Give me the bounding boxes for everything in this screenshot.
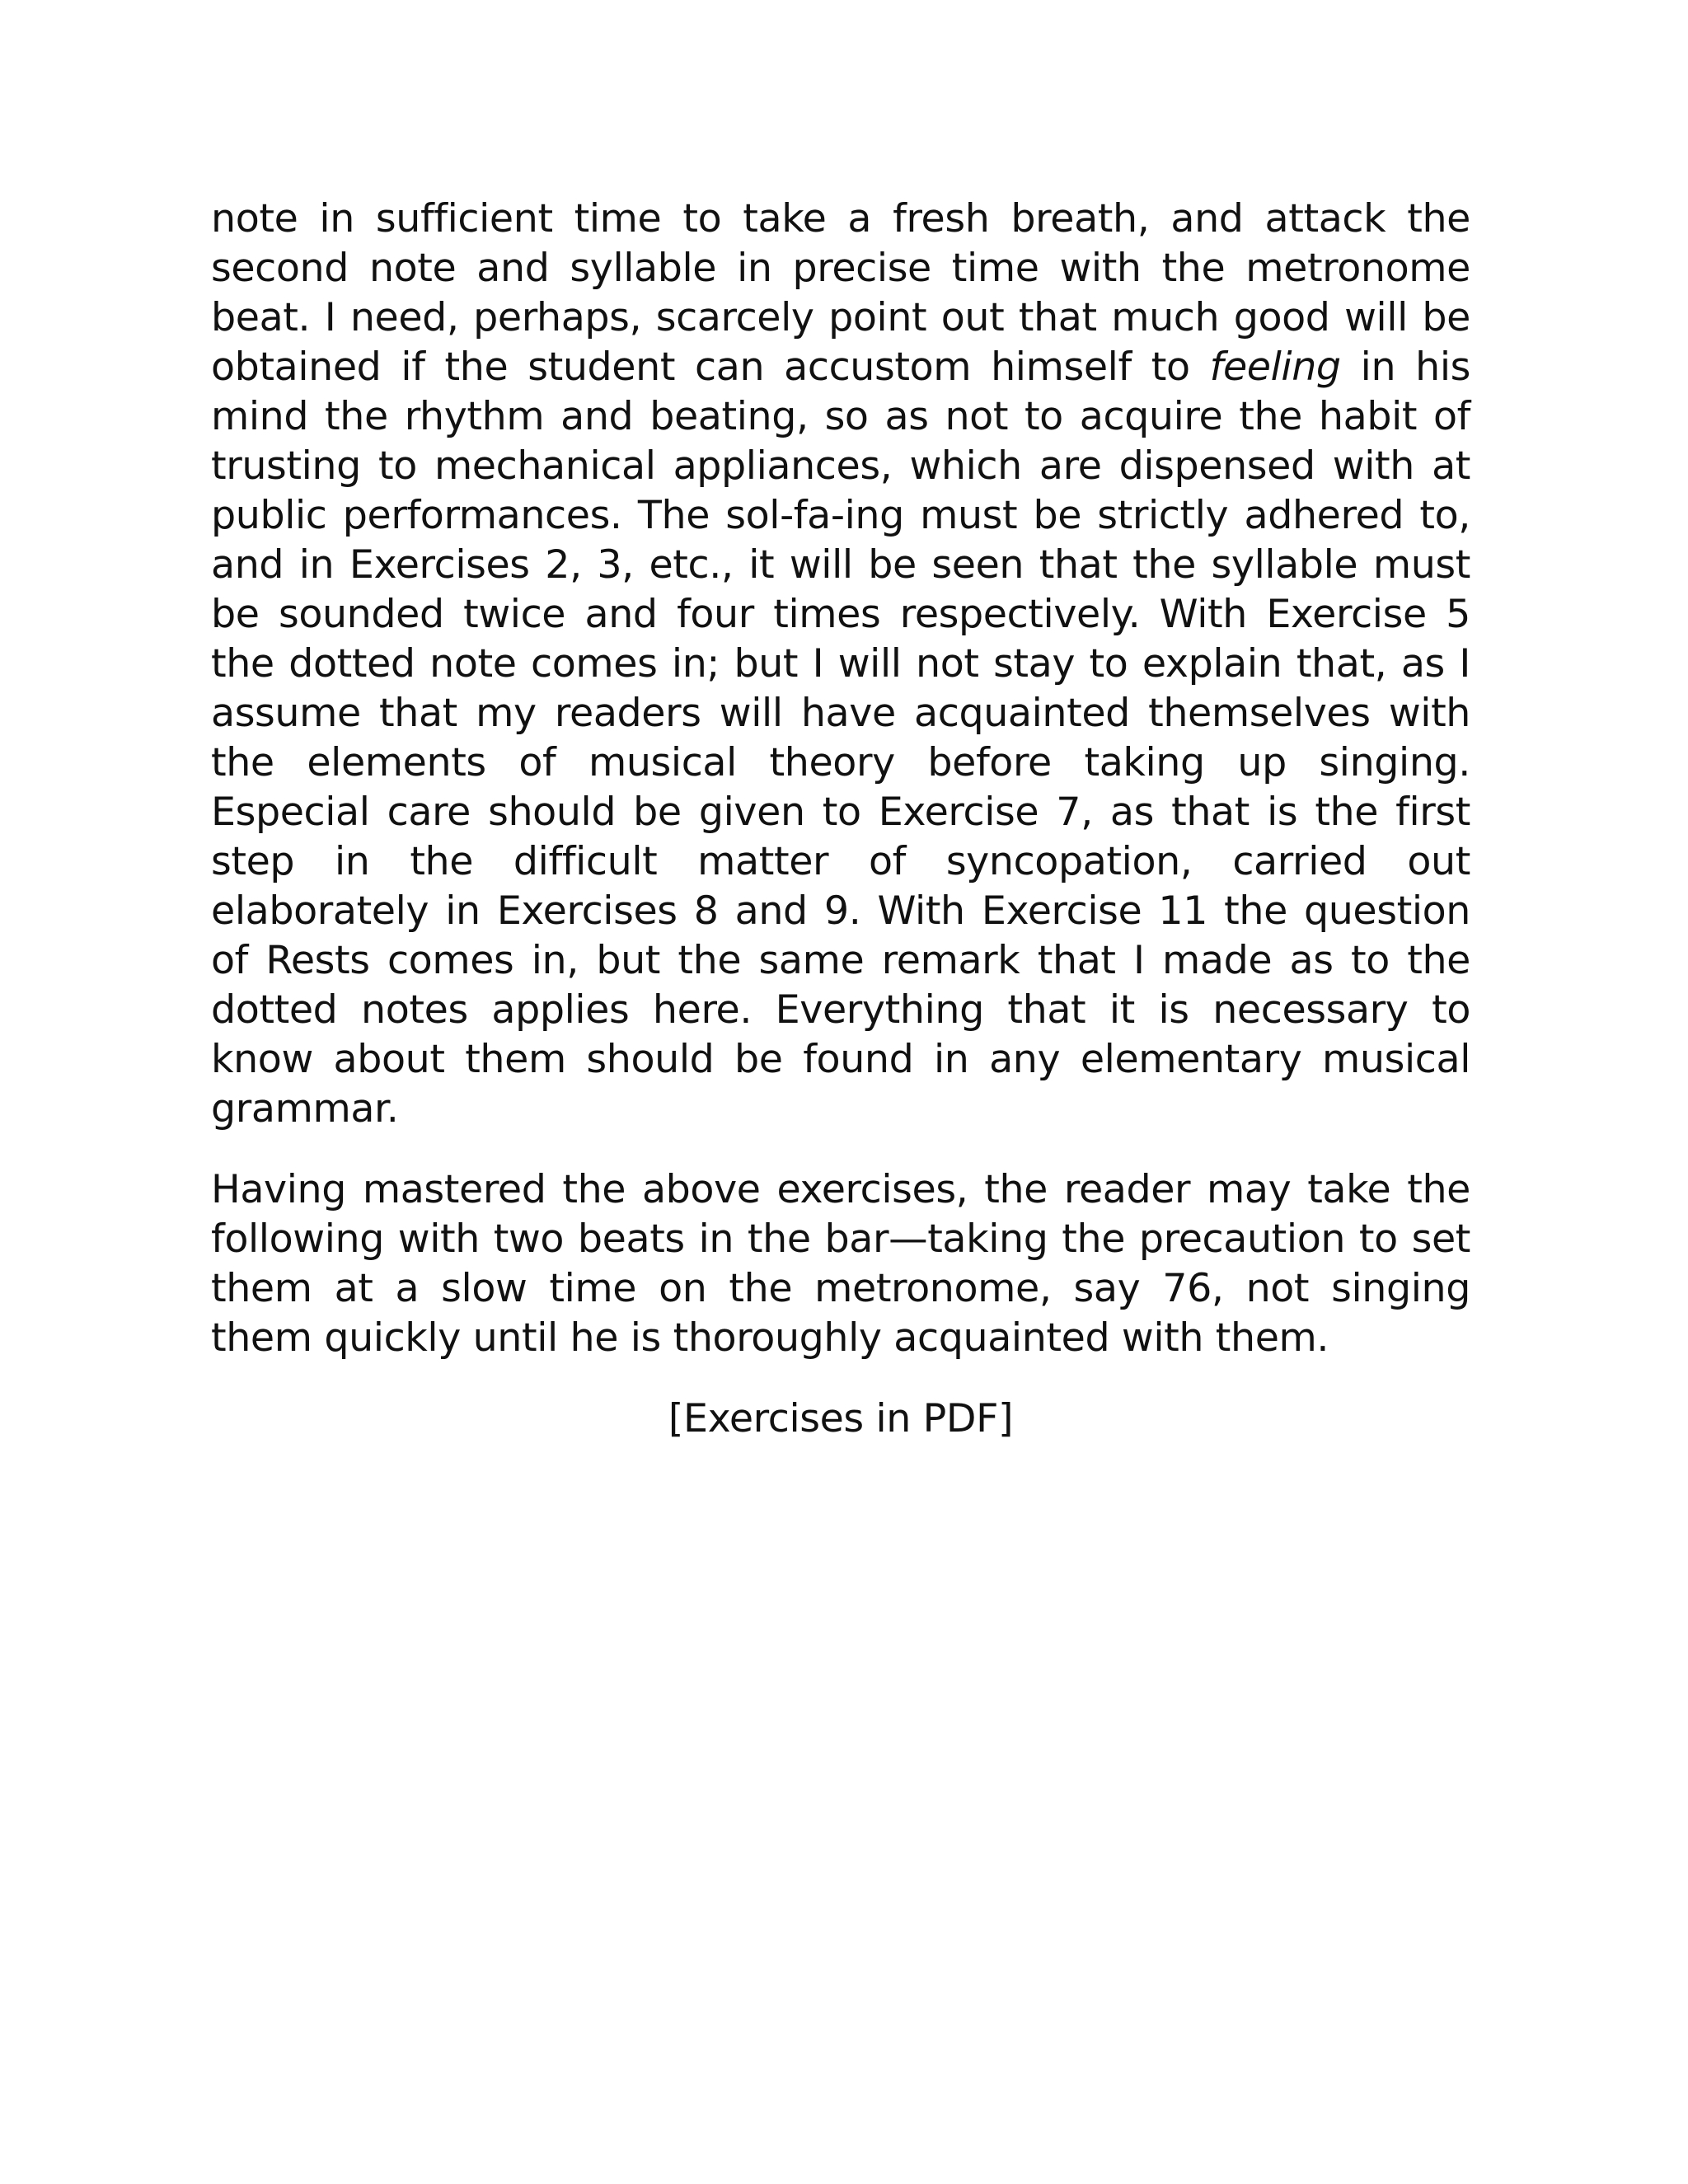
paragraph-1 bbox=[211, 194, 1470, 1134]
paragraph-2: Having mastered the above exercises, the reader may take the following with two beats in the bar—taking the precaution to set them at a slow time on the metronome, say 76, not singing them quickly until he is thoroughly acquainted with them. bbox=[211, 1167, 1470, 1361]
paragraph-1-text-after: in his mind the rhythm and beating, so as not to acquire the habit of trusting to mechanical appliances, which are dispensed with at public performances. The sol-fa-ing must be strictly adhered to, and in Exercises 2, 3, etc., it will be seen that the syllable must be sounded twice and four times respectively. With Exercise 5 the dotted note comes in; but I will not stay to explain that, as I assume that my readers will have acquainted themselves with the elements of musical theory before taking up singing. Especial care should be given to Exercise 7, as that is the first step in the difficult matter of syncopation, carried out elaborately in Exercises 8 and 9. With Exercise 11 the question of Rests comes in, but the same remark that I made as to the dotted notes applies here. Everything that it is necessary to know about them should be found in any elementary musical grammar. bbox=[211, 344, 1471, 1132]
paragraph-1-text-before: note in sufficient time to take a fresh breath, and attack the second note and syllable in precise time with the metronome beat. I need, perhaps, scarcely point out that much good will be obtained if the student can accustom himself to bbox=[211, 196, 1470, 390]
body-text bbox=[211, 194, 1470, 1483]
emphasis-feeling: feeling bbox=[1209, 344, 1341, 390]
exercises-placeholder: [Exercises in PDF] bbox=[668, 1396, 1014, 1441]
